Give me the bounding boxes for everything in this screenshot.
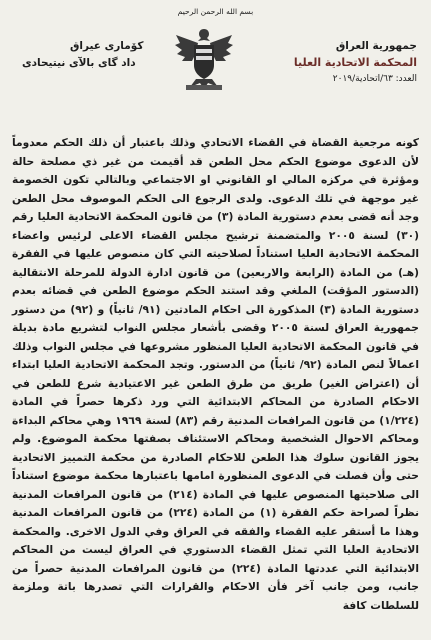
header-country-kurdish: کۆماری عیراق bbox=[70, 40, 144, 52]
header-reference-number: العدد: ٦٣/اتحادية/٢٠١٩ bbox=[332, 74, 417, 84]
header-court-name-kurdish: داد گاى بالآى نيتيحادى bbox=[22, 57, 136, 69]
iraq-eagle-emblem-icon bbox=[172, 23, 236, 93]
header-right-block bbox=[294, 40, 417, 84]
basmala: بسم الله الرحمن الرحيم bbox=[177, 7, 254, 16]
body-paragraph: كونه مرجعية القضاة في القضاء الاتحادي وذلك باعتبار أن ذلك الحكم معدوماً لأن الدعوى موضوع الحكم محل الطعن قد أقيمت من غير ذي مصلحة حالة ومؤثرة في مركزه المالي او القانوني او الاجتماعي وبالتالي تكون الخصومة غير موجهة في تلك الدعوى. ولدى الرجوع الى الحكم الموصوف محل الطعن وجد أنه قضى بعدم دستورية المادة (٣) من قانون المحكمة الاتحادية العليا رقم (٣٠) لسنة ٢٠٠٥ والمتضمنة ترشيح مجلس القضاء الاعلى لرئيس واعضاء المحكمة الاتحادية العليا استناداً لصلاحيته التي كان منصوص عليها في الفقرة (هـ) من المادة (الرابعة والاربعين) من قانون ادارة الدولة للمرحلة الانتقالية (الدستور المؤقت) الملغي وقد استند الحكم موضوع الطعن في قضائه بعدم دستورية المادة (٣) المذكورة الى احكام المادتين (٩١/ ثانياً) و (٩٢) من دستور جمهورية العراق لسنة ٢٠٠٥ وقضى بأشعار مجلس النواب لتشريع مادة بديلة في قانون المحكمة الاتحادية العليا المنظور مشروعها في مجلس النواب وذلك اعمالاً لنص المادة (٩٢/ ثانياً) من الدستور. وتجد المحكمة الاتحادية العليا ابتداء أن (اعتراض الغير) طريق من طرق الطعن غير الاعتيادية شرع للطعن في الاحكام الصادرة من المحاكم الابتدائية التي ورد ذكرها حصراً في المادة (١/٢٢٤) من قانون المرافعات المدنية رقم (٨٣) لسنة ١٩٦٩ وهي محاكم البداءة ومحاكم الاحوال الشخصية ومحاكم الاستئناف بصفتها محكمة الموضوع. ولم يجوز القانون سلوك هذا الطعن للاحكام الصادرة من محكمة التمييز الاتحادية حتى وأن فصلت في الدعوى المنظورة امامها باعتبارها محكمة موضوع استناداً الى صلاحيتها المنصوص عليها في المادة (٢١٤) من قانون المرافعات المدنية نظراً لصراحة حكم الفقرة (١) من المادة (٢٢٤) من قانون المرافعات المدنية وهذا ما أستقر عليه القضاء والفقه في العراق وفي الدول الاخرى. والمحكمة الاتحادية العليا التي تمثل القضاء الدستوري في العراق ليست من المحاكم الابتدائية التي عددتها المادة (٢٢٤) من قانون المرافعات المدنية حصراً من جانب، ومن جانب آخر فأن الاحكام والقرارات التي تصدرها باتة وملزمة للسلطات كافة bbox=[12, 136, 420, 612]
header-court-name: المحكمة الاتحادية العليا bbox=[293, 56, 417, 69]
header-left-block bbox=[22, 40, 143, 69]
header-country: جمهورية العراق bbox=[335, 40, 417, 52]
judgment-body bbox=[12, 134, 419, 615]
